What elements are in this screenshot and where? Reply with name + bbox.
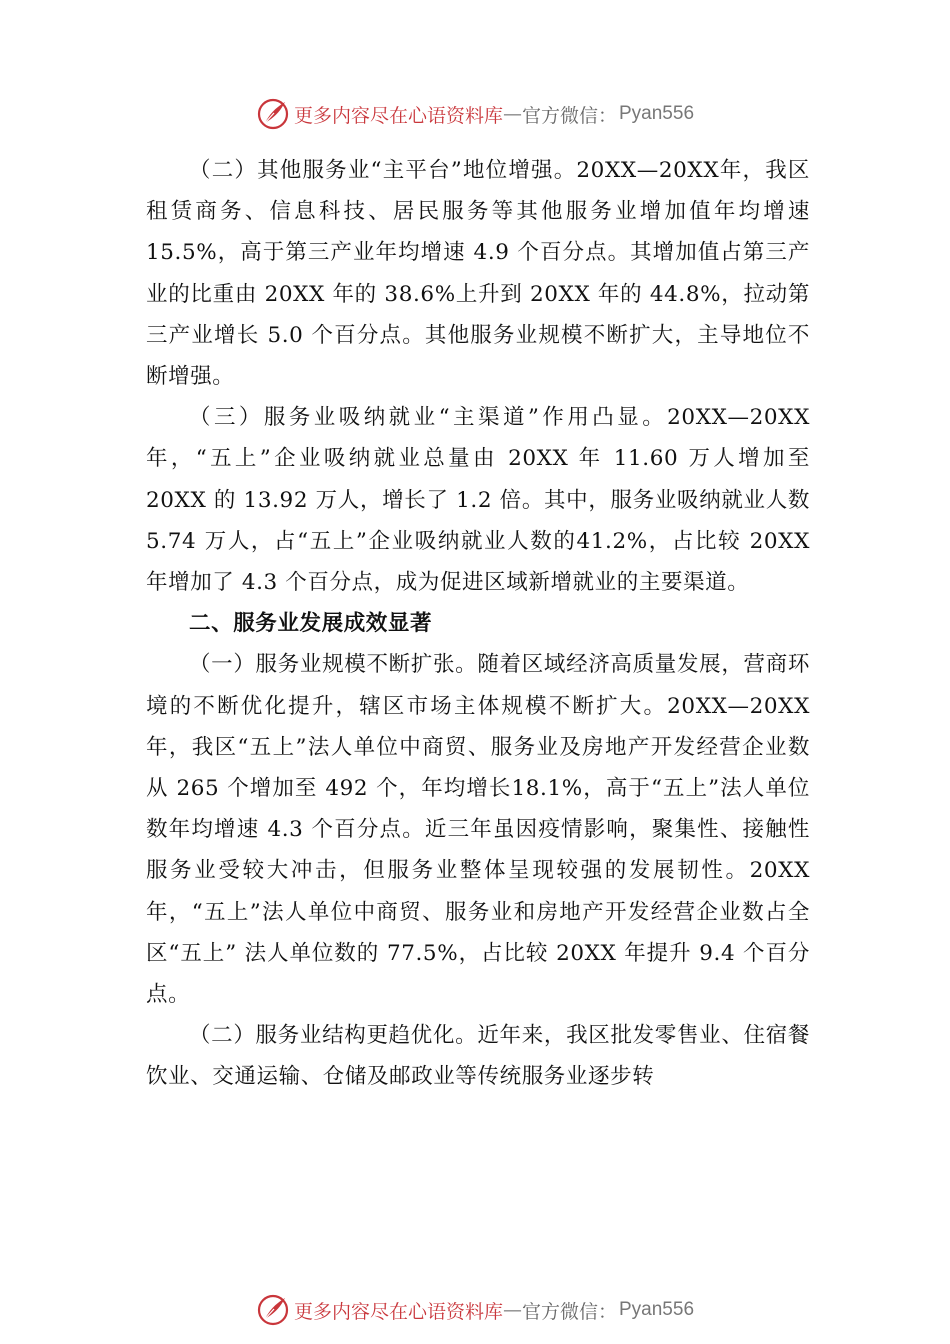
watermark-id: Pyan556: [619, 103, 695, 124]
watermark-label: 官方微信：: [521, 104, 617, 127]
watermark-label: 官方微信：: [521, 1300, 617, 1323]
watermark-id: Pyan556: [619, 1299, 695, 1320]
footer-watermark: [0, 1290, 950, 1330]
paragraph-structure-optimization: （二）服务业结构更趋优化。近年来，我区批发零售业、住宿餐饮业、交通运输、仓储及邮政业等传统服务业逐步转: [146, 1023, 810, 1090]
watermark-dash: —: [502, 103, 522, 125]
quill-logo-icon: [256, 1293, 290, 1327]
watermark-brand: 更多内容尽在心语资料库: [293, 1300, 503, 1323]
paragraph-other-services: （二）其他服务业“主平台”地位增强。20XX—20XX年，我区租赁商务、信息科技、居民服务等其他服务业增加值年均增速 15.5%，高于第三产业年均增速 4.9 个百分点。其增加值占第三产业的比重由 20XX 年的 38.6%上升到 20XX 年的 44.8%，拉动第三产业增长 5.0 个百分点。其他服务业规模不断扩大，主导地位不断增强。: [146, 158, 810, 390]
watermark-brand: 更多内容尽在心语资料库: [293, 104, 503, 127]
quill-logo-icon: [256, 97, 290, 131]
section-heading: 二、服务业发展成效显著: [189, 611, 433, 637]
document-body: [146, 150, 810, 1098]
paragraph-employment: （三）服务业吸纳就业“主渠道”作用凸显。20XX—20XX年，“五上”企业吸纳就业总量由 20XX 年 11.60 万人增加至 20XX 的 13.92 万人，增长了 1.2 倍。其中，服务业吸纳就业人数 5.74 万人，占“五上”企业吸纳就业人数的41.2%，占比较 20XX 年增加了 4.3 个百分点，成为促进区域新增就业的主要渠道。: [146, 405, 810, 596]
watermark-dash: —: [502, 1299, 522, 1321]
header-watermark: [0, 94, 950, 134]
paragraph-scale-expansion: （一）服务业规模不断扩张。随着区域经济高质量发展，营商环境的不断优化提升，辖区市场主体规模不断扩大。20XX—20XX 年，我区“五上”法人单位中商贸、服务业及房地产开发经营企业数从 265 个增加至 492 个，年均增长18.1%，高于“五上”法人单位数年均增速 4.3 个百分点。近三年虽因疫情影响，聚集性、接触性服务业受较大冲击，但服务业整体呈现较强的发展韧性。20XX 年，“五上”法人单位中商贸、服务业和房地产开发经营企业数占全区“五上” 法人单位数的 77.5%，占比较 20XX 年提升 9.4 个百分点。: [146, 652, 810, 1008]
